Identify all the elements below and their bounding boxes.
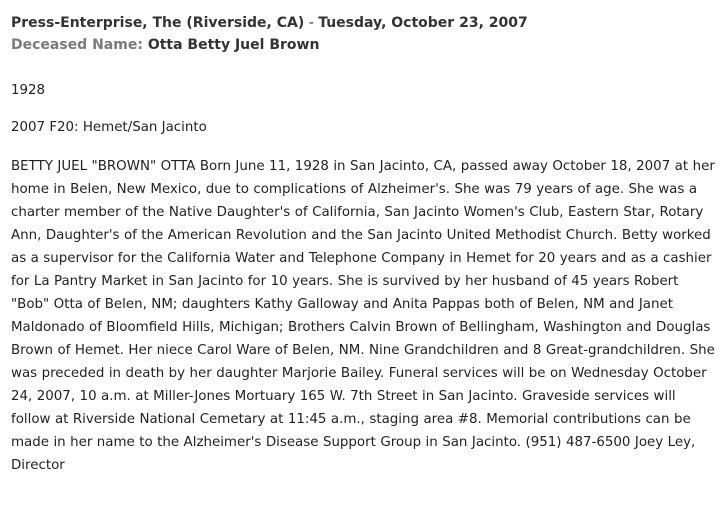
publication-date: Tuesday, October 23, 2007 bbox=[318, 15, 528, 31]
deceased-name-value: Otta Betty Juel Brown bbox=[147, 37, 320, 53]
newspaper-name: Press-Enterprise, The (Riverside, CA) bbox=[11, 15, 305, 31]
birth-year: 1928 bbox=[11, 83, 46, 98]
deceased-name-row bbox=[11, 34, 717, 56]
record-reference: 2007 F20: Hemet/San Jacinto bbox=[11, 120, 207, 135]
source-header bbox=[11, 12, 717, 34]
header-separator: - bbox=[304, 15, 319, 31]
deceased-name-label: Deceased Name: bbox=[11, 37, 143, 53]
obituary-text: BETTY JUEL "BROWN" OTTA Born June 11, 1928 in San Jacinto, CA, passed away October 18, 2007 at her home in Belen, New Mexico, due to complications of Alzheimer's. She was 79 years of age. She was a charter member of the Native Daughter's of California, San Jacinto Women's Club, Eastern Star, Rotary Ann, Daughter's of the American Revolution and the San Jacinto United Methodist Church. Betty worked as a supervisor for the California Water and Telephone Company in Hemet for 20 years and as a cashier for La Pantry Market in San Jacinto for 10 years. She is survived by her husband of 45 years Robert "Bob" Otta of Belen, NM; daughters Kathy Galloway and Anita Pappas both of Belen, NM and Janet Maldonado of Bloomfield Hills, Michigan; Brothers Calvin Brown of Bellingham, Washington and Douglas Brown of Hemet. Her niece Carol Ware of Belen, NM. Nine Grandchildren and 8 Great-grandchildren. She was preceded in death by her daughter Marjorie Bailey. Funeral services will be on Wednesday October 24, 2007, 10 a.m. at Miller-Jones Mortuary 165 W. 7th Street in San Jacinto. Graveside services will follow at Riverside National Cemetary at 11:45 a.m., staging area #8. Memorial contributions can be made in her name to the Alzheimer's Disease Support Group in San Jacinto. (951) 487-6500 Joey Ley, Director bbox=[11, 159, 715, 473]
